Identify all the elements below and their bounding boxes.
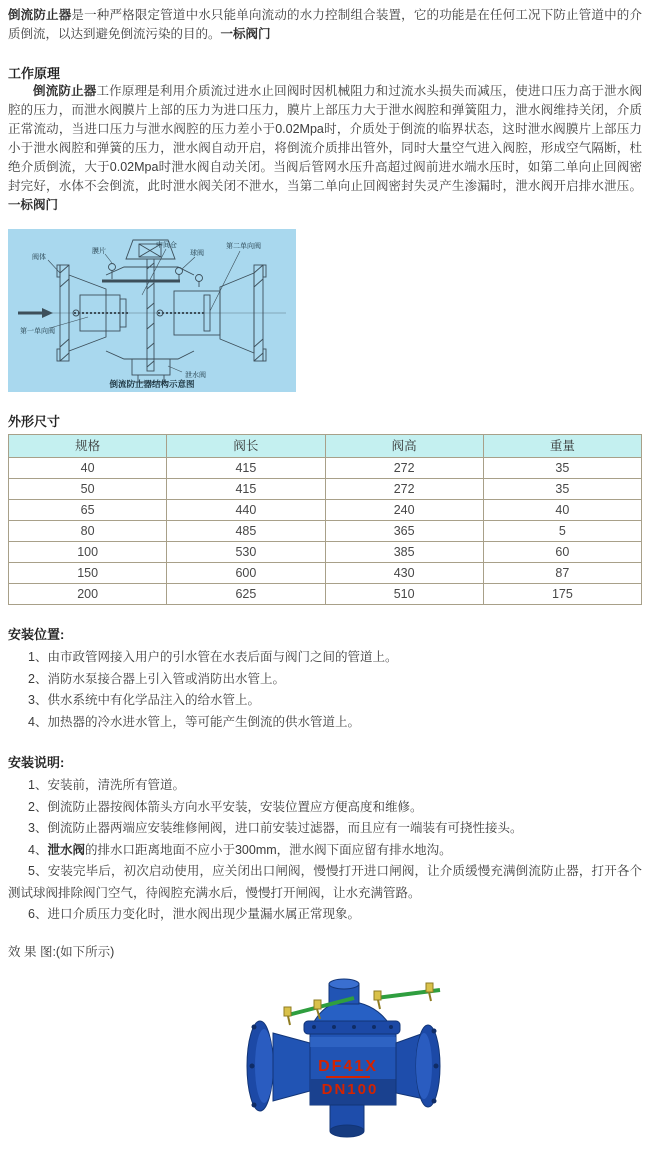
table-row (9, 500, 642, 521)
photo-left-flange (247, 1021, 273, 1111)
principle-term: 倒流防止器 (33, 84, 97, 98)
table-row (9, 542, 642, 563)
list-item: 1、安装前，清洗所有管道。 (28, 778, 185, 792)
table-cell: 272 (325, 479, 483, 500)
table-row (9, 563, 642, 584)
diagram-caption: 倒流防止器结构示意图 (109, 379, 195, 389)
intro-text: 是一种严格限定管道中水只能单向流动的水力控制组合装置，它的功能是在任何工况下防止管道中的介质倒流，以达到避免倒流污染的目的。 (8, 8, 642, 41)
label-valve-body: 阀体 (32, 254, 46, 261)
table-cell: 530 (167, 542, 325, 563)
center-shaft (126, 240, 175, 371)
section-heading-dimensions: 外形尺寸 (8, 414, 61, 429)
photo-model-label (318, 1058, 378, 1098)
product-photo (228, 967, 458, 1165)
table-cell: 150 (9, 563, 167, 584)
flow-arrow-icon (18, 308, 53, 318)
principle-paragraph (8, 82, 642, 215)
table-cell: 385 (325, 542, 483, 563)
list-item: 1、由市政管网接入用户的引水管在水表后面与阀门之间的管道上。 (28, 650, 398, 664)
list-item: 2、消防水泵接合器上引入管或消防出水管上。 (28, 671, 285, 686)
table-cell: 5 (483, 521, 641, 542)
table-header-row (9, 435, 642, 458)
table-cell: 240 (325, 500, 483, 521)
col-header-spec: 规格 (9, 435, 167, 458)
label-ball-valve: 球阀 (190, 250, 204, 257)
table-cell: 60 (483, 542, 641, 563)
valve-cross-section-drawing (8, 229, 296, 392)
col-header-weight: 重量 (483, 435, 641, 458)
col-header-length: 阀长 (167, 435, 325, 458)
diagram-labels (20, 240, 261, 389)
table-cell: 100 (9, 542, 167, 563)
photo-right-flange (416, 1025, 440, 1107)
table-cell: 87 (483, 563, 641, 584)
brand-name: 一标阀门 (8, 198, 59, 212)
intro-term: 倒流防止器 (8, 8, 72, 22)
col-header-height: 阀高 (325, 435, 483, 458)
section-heading-principle: 工作原理 (8, 66, 61, 81)
label-diaphragm: 膜片 (92, 248, 106, 255)
table-cell: 510 (325, 584, 483, 605)
photo-left-cone (273, 1033, 310, 1101)
dimensions-table (8, 434, 642, 605)
photo-drain (330, 1105, 364, 1137)
size-text: DN100 (321, 1080, 379, 1098)
table-row (9, 521, 642, 542)
table-cell: 40 (483, 500, 641, 521)
table-cell: 175 (483, 584, 641, 605)
list-item (8, 840, 642, 862)
effect-image-label: 效 果 图:(如下所示) (8, 944, 115, 959)
label-middle-chamber: 中间仓 (156, 242, 177, 249)
table-cell: 625 (167, 584, 325, 605)
install-location-list (8, 647, 642, 733)
table-cell: 50 (9, 479, 167, 500)
brand-name: 一标阀门 (220, 27, 271, 41)
note4-number: 4、 (28, 842, 48, 857)
list-item: 4、加热器的冷水进水管上，等可能产生倒流的供水管道上。 (28, 714, 360, 729)
table-row (9, 479, 642, 500)
structure-diagram (8, 229, 642, 392)
table-cell: 600 (167, 563, 325, 584)
table-cell: 415 (167, 479, 325, 500)
table-cell: 35 (483, 458, 641, 479)
section-heading-install-location: 安装位置: (8, 627, 65, 642)
list-item: 3、供水系统中有化学品注入的给水管上。 (28, 693, 260, 707)
section-heading-install-notes: 安装说明: (8, 755, 65, 770)
table-cell: 65 (9, 500, 167, 521)
list-item: 5、安装完毕后，初次启动使用，应关闭出口闸阀，慢慢打开进口闸阀，让介质缓慢充满倒流防止器，打开各个测试球阀排除阀门空气，待阀腔充满水后，慢慢打开闸阀，让水充满管路。 (8, 864, 642, 900)
table-cell: 200 (9, 584, 167, 605)
note4-text: 的排水口距离地面不应小于300mm，泄水阀下面应留有排水地沟。 (84, 842, 452, 857)
table-cell: 365 (325, 521, 483, 542)
label-drain-valve: 泄水阀 (185, 372, 206, 379)
note4-term: 泄水阀 (47, 842, 85, 857)
install-notes-list (8, 775, 642, 926)
table-cell: 485 (167, 521, 325, 542)
model-text: DF41X (318, 1057, 378, 1075)
list-item: 2、倒流防止器按阀体箭头方向水平安装，安装位置应方便高度和维修。 (28, 799, 423, 814)
table-cell: 40 (9, 458, 167, 479)
table-cell: 272 (325, 458, 483, 479)
table-cell: 415 (167, 458, 325, 479)
table-row (9, 458, 642, 479)
principle-text: 工作原理是利用介质流过进水止回阀时因机械阻力和过流水头损失而减压，使进口压力高于泄水阀腔的压力，而泄水阀膜片上部的压力为进口压力，膜片上部压力大于泄水阀腔和弹簧阻力，泄水阀维持关闭，介质正常流动，当进口压力与泄水阀腔的压力差小于0.02Mpa时，介质处于倒流的临界状态，这时泄水阀膜片上部压力小于泄水阀腔和弹簧的压力，泄水阀自动开启，将倒流介质排出管外，同时大量空气进入阀腔，形成空气隔断，杜绝介质倒流，大于0.02Mpa时泄水阀自动关闭。当阀后管网水压升高超过阀前进水端水压时，如第二单向止回阀密封完好，水体不会倒流，此时泄水阀关闭不泄水，当第二单向止回阀密封失灵产生渗漏时，泄水阀开启排水泄压。 (8, 84, 642, 193)
table-cell: 35 (483, 479, 641, 500)
table-body (9, 458, 642, 605)
list-item: 3、倒流防止器两端应安装维修闸阀，进口前安装过滤器，而且应有一端装有可挠性接头。 (28, 821, 523, 835)
list-item: 6、进口介质压力变化时，泄水阀出现少量漏水属正常现象。 (28, 907, 360, 921)
label-second-check: 第二单向阀 (226, 243, 261, 250)
table-cell: 430 (325, 563, 483, 584)
intro-paragraph (8, 6, 642, 44)
label-first-check: 第一单向阀 (20, 328, 55, 335)
table-row (9, 584, 642, 605)
table-cell: 80 (9, 521, 167, 542)
valve-product-image (228, 967, 458, 1165)
table-cell: 440 (167, 500, 325, 521)
